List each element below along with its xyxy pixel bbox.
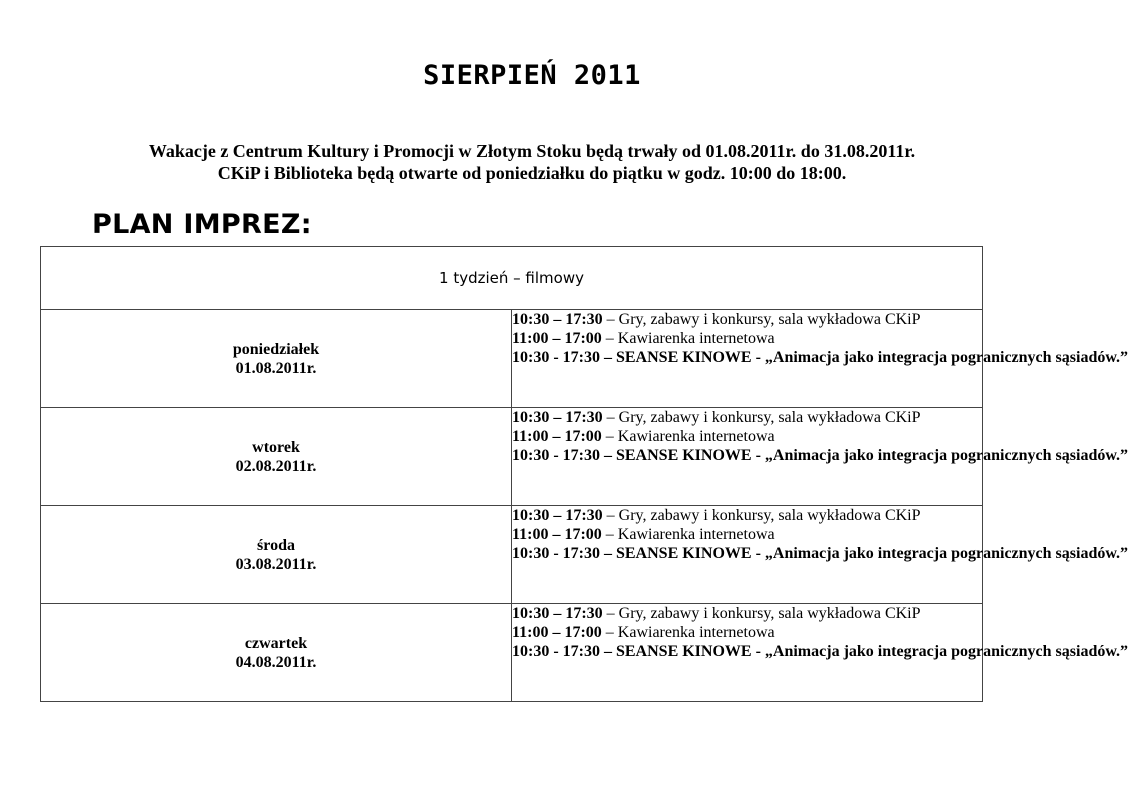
day-cell [41,604,512,702]
day-name: czwartek [244,634,308,652]
activities-cell [512,408,1128,506]
day-row [41,310,983,408]
day-date: 03.08.2011r. [235,555,317,573]
week-label: 1 tydzień – filmowy [41,247,983,310]
intro-text [0,140,1064,184]
activity-time: 11:00 – 17:00 [512,526,602,543]
activity-line [512,427,982,446]
activity-line [512,446,1128,465]
activity-line [512,408,982,427]
activity-description: – Gry, zabawy i konkursy, sala wykładowa CKiP [602,311,921,328]
activity-time: 10:30 - 17:30 – SEANSE KINOWE - „Animacja jako integracja pogranicznych sąsiadów.” [512,349,1128,366]
schedule-table [40,246,1128,702]
activity-description: – Kawiarenka internetowa [601,526,775,543]
activity-line [512,329,982,348]
day-row [41,506,983,604]
activity-line [512,310,982,329]
activities-cell [512,506,1128,604]
week-header-row [41,247,983,310]
plan-heading: PLAN IMPREZ: [92,209,312,240]
activity-description: – Gry, zabawy i konkursy, sala wykładowa CKiP [602,409,921,426]
activity-time: 10:30 - 17:30 – SEANSE KINOWE - „Animacja jako integracja pogranicznych sąsiadów.” [512,643,1128,660]
day-date: 02.08.2011r. [235,457,317,475]
day-date: 04.08.2011r. [235,653,317,671]
activity-line [512,544,1128,563]
activity-time: 10:30 – 17:30 [512,507,603,524]
activity-description: – Kawiarenka internetowa [601,624,775,641]
activity-time: 10:30 - 17:30 – SEANSE KINOWE - „Animacja jako integracja pogranicznych sąsiadów.” [512,545,1128,562]
page-title: SIERPIEŃ 2011 [423,60,641,91]
activity-line [512,506,982,525]
day-cell [41,310,512,408]
activities-cell [512,604,1128,702]
day-row [41,604,983,702]
activity-time: 10:30 – 17:30 [512,409,603,426]
activity-time: 11:00 – 17:00 [512,330,602,347]
activity-time: 11:00 – 17:00 [512,428,602,445]
day-name: środa [257,536,295,554]
activity-line [512,623,982,642]
activity-time: 11:00 – 17:00 [512,624,602,641]
day-date: 01.08.2011r. [235,359,317,377]
activity-description: – Kawiarenka internetowa [601,330,775,347]
day-row [41,408,983,506]
activity-time: 10:30 – 17:30 [512,605,603,622]
day-name: poniedziałek [232,340,320,358]
activity-time: 10:30 – 17:30 [512,311,603,328]
activity-line [512,642,1128,661]
day-cell [41,506,512,604]
activity-time: 10:30 - 17:30 – SEANSE KINOWE - „Animacja jako integracja pogranicznych sąsiadów.” [512,447,1128,464]
day-name: wtorek [252,438,300,456]
intro-line-1: Wakacje z Centrum Kultury i Promocji w Złotym Stoku będą trwały od 01.08.2011r. do 31.08.2011r. [148,141,916,161]
activity-line [512,604,982,623]
activity-description: – Gry, zabawy i konkursy, sala wykładowa CKiP [602,605,921,622]
day-cell [41,408,512,506]
activity-description: – Gry, zabawy i konkursy, sala wykładowa CKiP [602,507,921,524]
activity-line [512,348,1128,367]
activity-line [512,525,982,544]
intro-line-2: CKiP i Biblioteka będą otwarte od poniedziałku do piątku w godz. 10:00 do 18:00. [217,163,847,183]
activities-cell [512,310,1128,408]
activity-description: – Kawiarenka internetowa [601,428,775,445]
